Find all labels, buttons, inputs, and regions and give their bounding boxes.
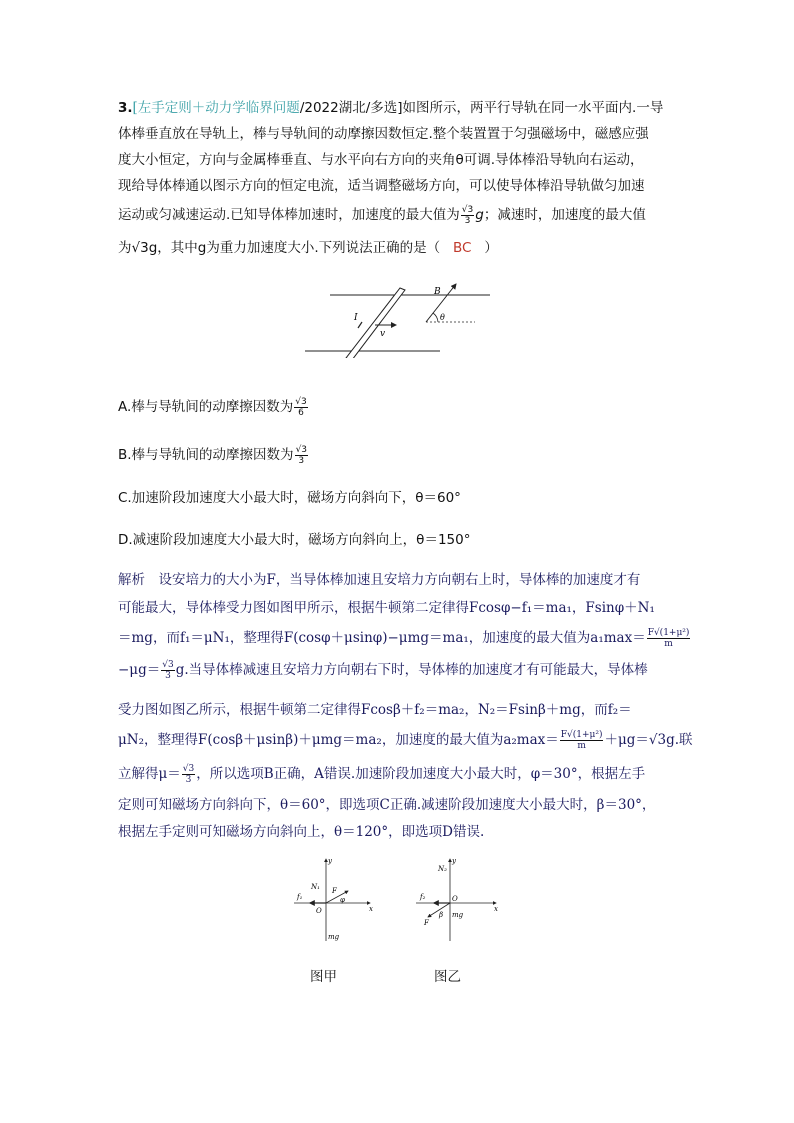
fraction-num: √3 (295, 396, 307, 407)
label-velocity: v (380, 329, 386, 339)
question-line-3: 度大小恒定，方向与金属棒垂直、与水平向右方向的夹角θ可调.导体棒沿导轨向右运动， (118, 152, 644, 168)
fraction-num: √3 (162, 660, 174, 670)
solution-line-5: 受力图如图乙所示，根据牛顿第二定律得Fcosβ＋f₂＝ma₂，N₂＝Fsinβ＋mg，而f₂＝ (118, 702, 632, 718)
label-N1: N₁ (311, 883, 320, 891)
label-y: y (452, 857, 456, 865)
force-diagram-jia (290, 855, 380, 945)
fraction-num: √3 (461, 204, 474, 215)
label-N2: N₂ (438, 865, 447, 873)
label-f1: f₁ (297, 893, 303, 901)
option-b[interactable] (118, 443, 309, 466)
label-current: I (354, 313, 358, 323)
label-origin: O (316, 907, 322, 915)
option-text: B.棒与导轨间的动摩擦因数为 (118, 447, 294, 463)
solution-line-3 (118, 626, 691, 649)
question-text: 运动或匀减速运动.已知导体棒加速时，加速度的最大值为 (118, 207, 460, 223)
answer: BC (453, 240, 472, 256)
label-y: y (328, 857, 332, 865)
solution-line-8: 定则可知磁场方向斜向下，θ＝60°，即选项C正确.减速阶段加速度大小最大时，β＝30°， (118, 797, 656, 813)
fraction-num: √3 (182, 764, 195, 774)
rail-diagram (300, 278, 500, 358)
fraction-num: √3 (295, 444, 308, 455)
label-x: x (369, 905, 373, 913)
question-text: 如图所示，两平行导轨在同一水平面内.一导 (402, 100, 664, 116)
question-line-2: 体棒垂直放在导轨上，棒与导轨间的动摩擦因数恒定.整个装置置于匀强磁场中，磁感应强 (118, 126, 649, 142)
solution-line-9: 根据左手定则可知磁场方向斜向上，θ＝120°，即选项D错误. (118, 824, 485, 840)
solution-text: ＋μg＝√3g.联 (604, 732, 693, 748)
label-origin: O (452, 895, 458, 903)
caption-yi: 图乙 (434, 969, 461, 985)
question-text: 为√3g，其中g为重力加速度大小.下列说法正确的是（ (118, 240, 441, 256)
fraction (461, 205, 474, 226)
solution-text: μN₂，整理得F(cosβ＋μsinβ)＋μmg＝ma₂，加速度的最大值为a₂max＝ (118, 732, 559, 748)
label-beta: β (439, 911, 444, 919)
solution-text: 立解得μ＝ (118, 766, 181, 782)
label-mg: mg (452, 911, 464, 919)
fraction (647, 628, 691, 649)
label-x: x (494, 905, 498, 913)
solution-text: ，所以选项B正确，A错误.加速阶段加速度大小最大时，φ＝30°，根据左手 (196, 766, 646, 782)
question-line-1 (118, 96, 663, 116)
question-number: 3. (118, 100, 133, 116)
question-line-5 (118, 203, 646, 226)
fraction-den: 6 (298, 407, 304, 418)
theta-arc (433, 313, 438, 322)
label-field: B (434, 287, 441, 297)
label-phi: φ (340, 896, 345, 904)
solution-line-7 (118, 762, 645, 785)
label-theta: θ (440, 313, 445, 322)
fraction (161, 660, 174, 681)
symbol-g: g (475, 207, 484, 223)
fraction-den: m (577, 741, 586, 751)
solution-text: ＝mg，而f₁＝μN₁，整理得F(cosφ＋μsinφ)−μmg＝ma₁，加速度的最大值为a₁max＝ (118, 630, 646, 646)
label-F: F (332, 887, 337, 895)
question-text: ） (484, 240, 498, 256)
label-mg: mg (328, 933, 340, 941)
fraction-den: 3 (165, 671, 171, 681)
question-tag: [左手定则＋动力学临界问题 (132, 100, 300, 116)
fraction (295, 445, 308, 466)
option-text: A.棒与导轨间的动摩擦因数为 (118, 399, 294, 415)
current-arrow (358, 322, 362, 328)
fraction-num: F√(1+μ²) (647, 628, 690, 638)
solution-line-6 (118, 728, 693, 751)
fraction-den: 3 (185, 775, 192, 785)
question-text: ；减速时，加速度的最大值 (483, 207, 646, 223)
conductor-rod (346, 288, 405, 358)
question-source: /2022湖北/多选] (299, 100, 403, 116)
option-c[interactable]: C.加速阶段加速度大小最大时，磁场方向斜向下，θ＝60° (118, 490, 461, 506)
fraction (182, 764, 195, 785)
fraction-den: 3 (464, 215, 471, 226)
fraction-num: F√(1+μ²) (560, 730, 603, 740)
solution-line-2: 可能最大，导体棒受力图如图甲所示，根据牛顿第二定律得Fcosφ−f₁＝ma₁，Fsinφ＋N₁ (118, 600, 655, 616)
fraction-den: 3 (298, 455, 305, 466)
solution-text: g.当导体棒减速且安培力方向朝右下时，导体棒的加速度才有可能最大，导体棒 (175, 662, 648, 678)
solution-line-1: 解析 设安培力的大小为F，当导体棒加速且安培力方向朝右上时，导体棒的加速度才有 (118, 572, 641, 588)
fraction (560, 730, 604, 751)
caption-jia: 图甲 (310, 969, 337, 985)
label-f2: f₂ (420, 893, 426, 901)
solution-text: −μg＝ (118, 662, 161, 678)
option-d[interactable]: D.减速阶段加速度大小最大时，磁场方向斜向上，θ＝150° (118, 532, 471, 548)
force-diagram-yi (412, 855, 502, 945)
label-F: F (424, 919, 429, 927)
option-a[interactable] (118, 395, 309, 418)
solution-line-4 (118, 658, 648, 681)
question-line-4: 现给导体棒通以图示方向的恒定电流，适当调整磁场方向，可以使导体棒沿导轨做匀加速 (118, 178, 645, 194)
fraction (294, 397, 307, 418)
fraction-den: m (664, 639, 673, 649)
question-line-6 (118, 236, 498, 256)
